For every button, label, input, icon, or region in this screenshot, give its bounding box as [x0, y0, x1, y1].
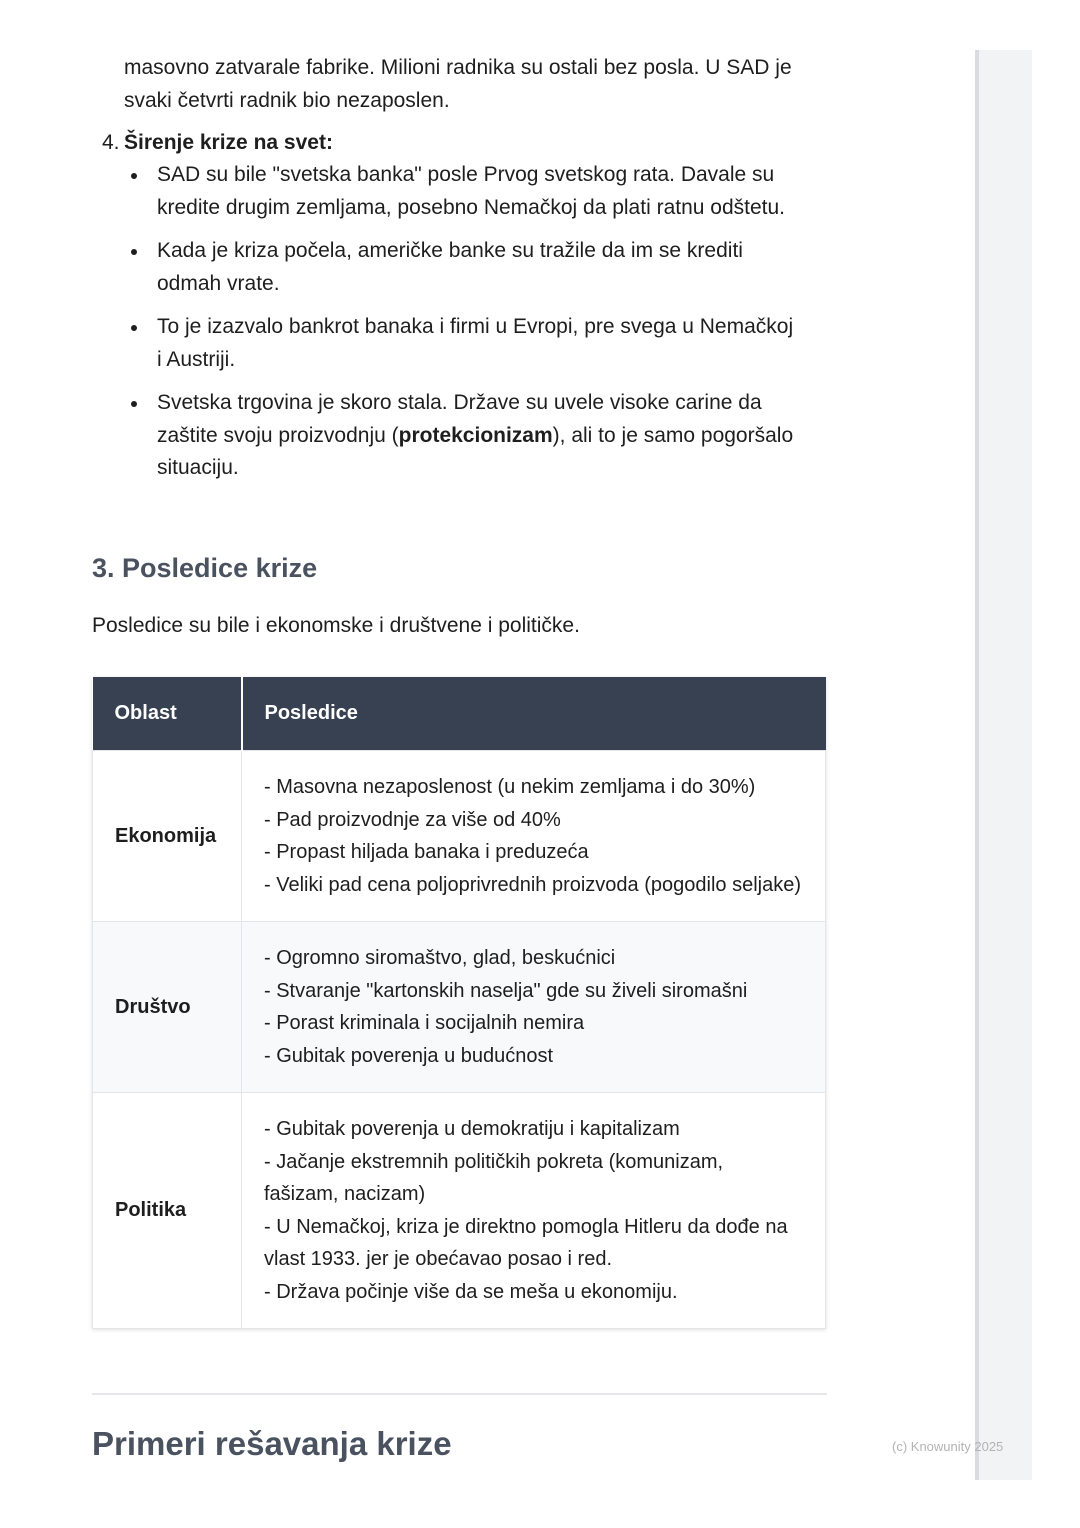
table-consequences-cell — [242, 1093, 826, 1329]
bullet-bold-term: protekcionizam — [398, 423, 553, 447]
copyright-notice: (c) Knowunity 2025 — [892, 1439, 1004, 1454]
consequence-line: - Masovna nezaposlenost (u nekim zemljama i do 30%) — [264, 776, 756, 798]
consequence-line: - Pad proizvodnje za više od 40% — [264, 808, 561, 831]
right-sidebar-panel — [975, 50, 1032, 1480]
bullet-item — [124, 387, 794, 485]
section-divider — [92, 1393, 827, 1395]
consequence-line: - Gubitak poverenja u demokratiju i kapitalizam — [264, 1118, 680, 1140]
consequences-table — [92, 677, 826, 1329]
bullet-list — [124, 159, 794, 496]
table-row — [93, 1093, 826, 1329]
bullet-text-after: ), ali to je samo pogoršalo situaciju. — [157, 423, 794, 479]
consequence-line: - Veliki pad cena poljoprivrednih proizvoda (pogodilo seljake) — [264, 873, 801, 896]
bullet-item: Kada je kriza počela, američke banke su tražile da im se krediti odmah vrate. — [124, 235, 794, 300]
consequence-line: - Propast hiljada banaka i preduzeća — [264, 841, 589, 863]
consequence-line: - Stvaranje "kartonskih naselja" gde su živeli siromašni — [264, 979, 748, 1002]
table-area-cell: Politika — [93, 1093, 242, 1329]
table-area-cell: Ekonomija — [93, 751, 242, 922]
table-header-cell: Posledice — [242, 677, 826, 751]
table-area-cell: Društvo — [93, 922, 242, 1093]
continuation-paragraph: masovno zatvarale fabrike. Milioni radnika su ostali bez posla. U SAD je svaki četvrti radnik bio nezaposlen. — [124, 56, 792, 112]
table-consequences-cell — [242, 751, 826, 922]
table-consequences-cell — [242, 922, 826, 1093]
next-section-heading: Primeri rešavanja krize — [92, 1425, 452, 1462]
consequence-line: - Ogromno siromaštvo, glad, beskućnici — [264, 947, 616, 969]
table-header-cell: Oblast — [93, 677, 242, 751]
bullet-item: SAD su bile "svetska banka" posle Prvog svetskog rata. Davale su kredite drugim zemljama, posebno Nemačkoj da plati ratnu odštetu. — [124, 159, 794, 224]
table-row — [93, 751, 826, 922]
section-intro: Posledice su bile i ekonomske i društvene i političke. — [92, 614, 580, 637]
list-item-title: Širenje krize na svet: — [124, 131, 333, 154]
consequence-line: - Jačanje ekstremnih političkih pokreta (komunizam, fašizam, nacizam) — [264, 1150, 724, 1205]
consequence-line: - U Nemačkoj, kriza je direktno pomogla Hitleru da dođe na vlast 1933. jer je obećavao posao i red. — [264, 1215, 788, 1270]
list-item-number: 4. — [102, 131, 120, 154]
section-heading: 3. Posledice krize — [92, 553, 318, 583]
consequence-line: - Gubitak poverenja u budućnost — [264, 1044, 554, 1067]
table-header-row — [93, 677, 826, 751]
table-row — [93, 922, 826, 1093]
consequence-line: - Država počinje više da se meša u ekonomiju. — [264, 1280, 678, 1303]
bullet-text-before: Svetska trgovina je skoro stala. Države su uvele visoke carine da zaštite svoju proizvodnju ( — [157, 391, 762, 447]
bullet-item: To je izazvalo bankrot banaka i firmi u Evropi, pre svega u Nemačkoj i Austriji. — [124, 311, 794, 376]
consequence-line: - Porast kriminala i socijalnih nemira — [264, 1012, 585, 1034]
